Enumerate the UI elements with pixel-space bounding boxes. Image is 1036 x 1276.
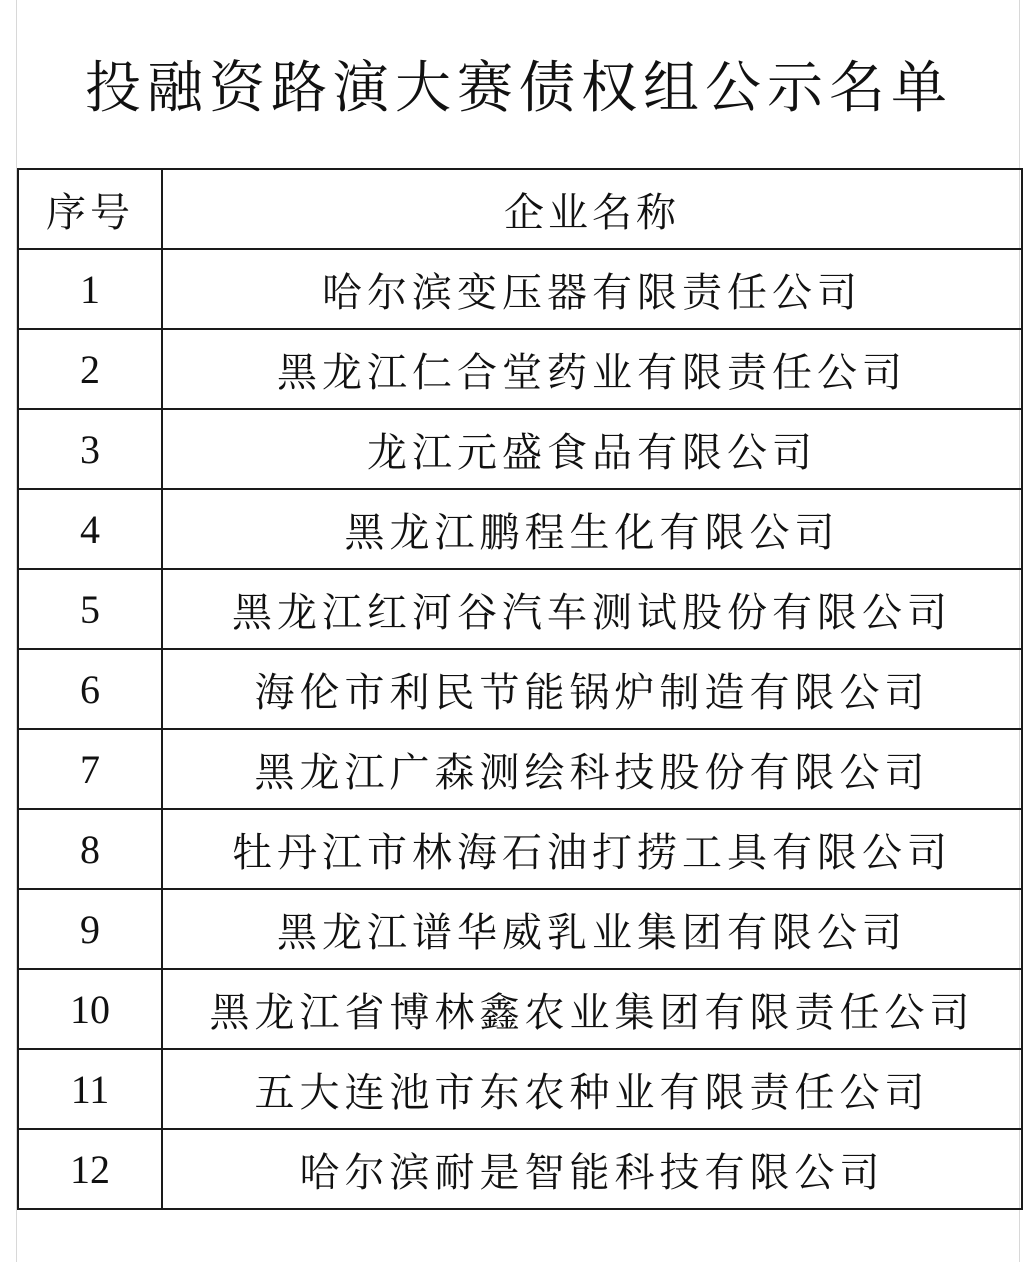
table-row — [18, 569, 1022, 649]
row-serial-number: 1 — [18, 249, 162, 329]
document-title: 投融资路演大赛债权组公示名单 — [85, 56, 953, 121]
row-serial-number: 4 — [18, 489, 162, 569]
row-serial-number: 6 — [18, 649, 162, 729]
row-serial-number: 7 — [18, 729, 162, 809]
row-company-name: 海伦市利民节能锅炉制造有限公司 — [162, 649, 1022, 729]
table-row — [18, 409, 1022, 489]
row-serial-number: 2 — [18, 329, 162, 409]
table-row — [18, 889, 1022, 969]
row-company-name: 龙江元盛食品有限公司 — [162, 409, 1022, 489]
table-row — [18, 649, 1022, 729]
row-company-name: 黑龙江广森测绘科技股份有限公司 — [162, 729, 1022, 809]
table-row — [18, 249, 1022, 329]
row-serial-number: 11 — [18, 1049, 162, 1129]
table-row — [18, 329, 1022, 409]
row-company-name: 哈尔滨耐是智能科技有限公司 — [162, 1129, 1022, 1209]
row-company-name: 黑龙江谱华威乳业集团有限公司 — [162, 889, 1022, 969]
table-row — [18, 1129, 1022, 1209]
document-sheet — [16, 0, 1020, 1262]
table-row — [18, 809, 1022, 889]
row-serial-number: 9 — [18, 889, 162, 969]
row-company-name: 黑龙江仁合堂药业有限责任公司 — [162, 329, 1022, 409]
row-company-name: 哈尔滨变压器有限责任公司 — [162, 249, 1022, 329]
row-serial-number: 5 — [18, 569, 162, 649]
table-header-row — [18, 169, 1022, 249]
table-row — [18, 1049, 1022, 1129]
row-serial-number: 8 — [18, 809, 162, 889]
row-company-name: 五大连池市东农种业有限责任公司 — [162, 1049, 1022, 1129]
table-row — [18, 729, 1022, 809]
row-serial-number: 12 — [18, 1129, 162, 1209]
table-row — [18, 489, 1022, 569]
row-company-name: 黑龙江红河谷汽车测试股份有限公司 — [162, 569, 1022, 649]
row-company-name: 黑龙江鹏程生化有限公司 — [162, 489, 1022, 569]
company-list-table — [17, 168, 1023, 1210]
header-serial-number: 序号 — [18, 169, 162, 249]
table-row — [18, 969, 1022, 1049]
row-company-name: 黑龙江省博林鑫农业集团有限责任公司 — [162, 969, 1022, 1049]
row-serial-number: 3 — [18, 409, 162, 489]
row-serial-number: 10 — [18, 969, 162, 1049]
header-company-name: 企业名称 — [162, 169, 1022, 249]
row-company-name: 牡丹江市林海石油打捞工具有限公司 — [162, 809, 1022, 889]
